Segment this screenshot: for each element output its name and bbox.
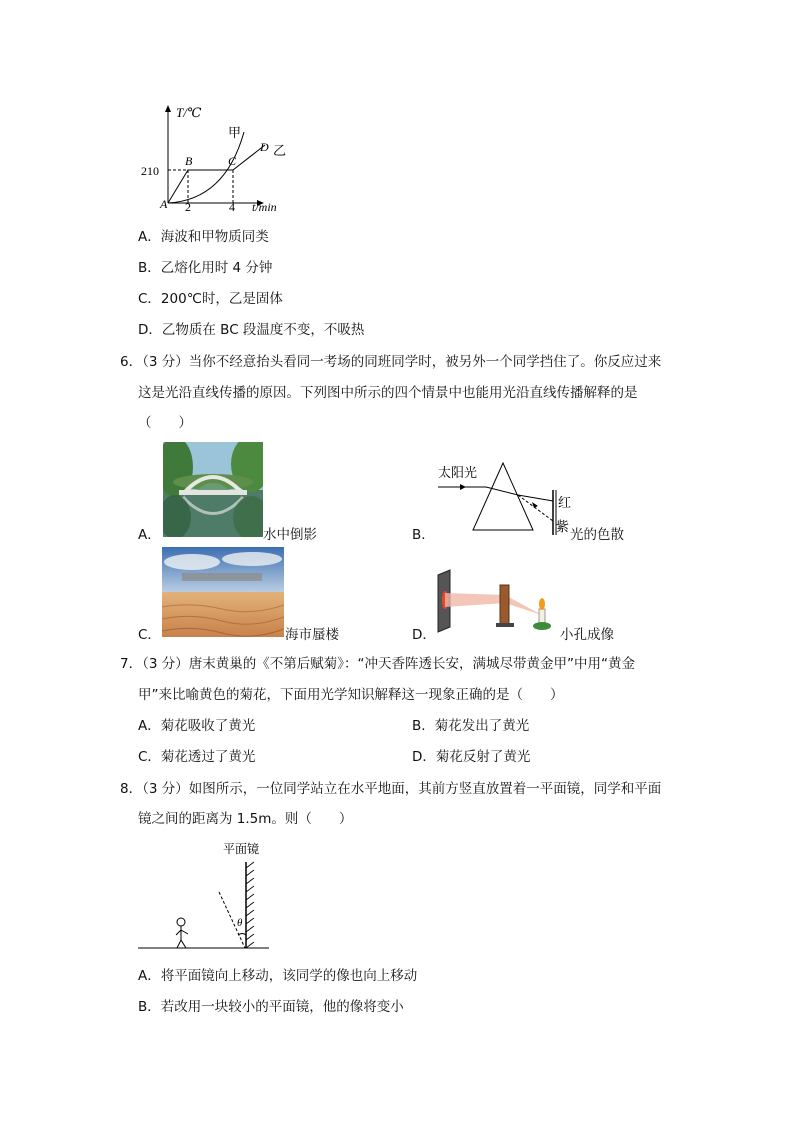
x-axis-label: t/min — [252, 200, 277, 214]
question-6-text: （ ） — [138, 415, 192, 431]
option-letter: B． — [412, 527, 435, 543]
mirage-photo — [162, 547, 284, 637]
reflection-photo — [163, 442, 263, 537]
point-label: B — [185, 154, 193, 168]
red-label: 红 — [558, 495, 572, 510]
option-caption: 海市蜃楼 — [285, 627, 339, 643]
option-b: B．乙熔化用时 4 分钟 — [138, 260, 273, 276]
y-tick-label: 210 — [141, 164, 159, 178]
temperature-time-graph — [140, 100, 290, 215]
question-8-text: 8．（3 分）如图所示，一位同学站立在水平地面，其前方竖直放置着一平面镜，同学和平面 — [120, 781, 662, 797]
option-b: B．若改用一块较小的平面镜，他的像将变小 — [138, 999, 404, 1015]
option-letter: C． — [138, 627, 161, 643]
mirror-label: 平面镜 — [223, 842, 260, 856]
question-6-text: 这是光沿直线传播的原因。下列图中所示的四个情景中也能用光沿直线传播解释的是 — [138, 385, 638, 401]
plane-mirror-diagram — [135, 840, 275, 955]
question-7-text: 7．（3 分）唐末黄巢的《不第后赋菊》：“冲天香阵透长安，满城尽带黄金甲”中用“黄金 — [120, 656, 635, 672]
option-letter: A． — [138, 527, 161, 543]
sunlight-label: 太阳光 — [438, 465, 478, 480]
pinhole-camera-diagram — [430, 565, 560, 637]
angle-label: θ — [237, 917, 243, 929]
option-a: A．菊花吸收了黄光 — [138, 718, 256, 734]
point-label: D — [260, 140, 269, 154]
option-letter: D． — [412, 627, 436, 643]
curve-label: 乙 — [273, 143, 287, 158]
x-tick-label: 4 — [229, 200, 235, 214]
question-6-text: 6．（3 分）当你不经意抬头看同一考场的同班同学时，被另外一个同学挡住了。你反应过来 — [120, 354, 662, 370]
option-caption: 小孔成像 — [560, 627, 614, 643]
option-a: A．海波和甲物质同类 — [138, 229, 269, 245]
option-c: C．200℃时，乙是固体 — [138, 291, 283, 307]
question-8-text: 镜之间的距离为 1.5m。则（ ） — [138, 811, 353, 827]
option-b: B．菊花发出了黄光 — [412, 718, 530, 734]
violet-label: 紫 — [556, 519, 570, 534]
prism-dispersion-diagram — [430, 455, 575, 540]
x-tick-label: 2 — [185, 200, 191, 214]
y-axis-label: T/℃ — [176, 105, 202, 120]
question-7-text: 甲”来比喻黄色的菊花，下面用光学知识解释这一现象正确的是（ ） — [138, 687, 564, 703]
option-c: C．菊花透过了黄光 — [138, 749, 256, 765]
option-d: D．菊花反射了黄光 — [412, 749, 531, 765]
point-label: A — [160, 197, 168, 211]
point-label: C — [228, 154, 237, 168]
curve-label: 甲 — [228, 125, 242, 140]
option-caption: 水中倒影 — [263, 527, 317, 543]
option-a: A．将平面镜向上移动，该同学的像也向上移动 — [138, 968, 418, 984]
option-d: D．乙物质在 BC 段温度不变，不吸热 — [138, 322, 365, 338]
option-caption: 光的色散 — [570, 527, 624, 543]
